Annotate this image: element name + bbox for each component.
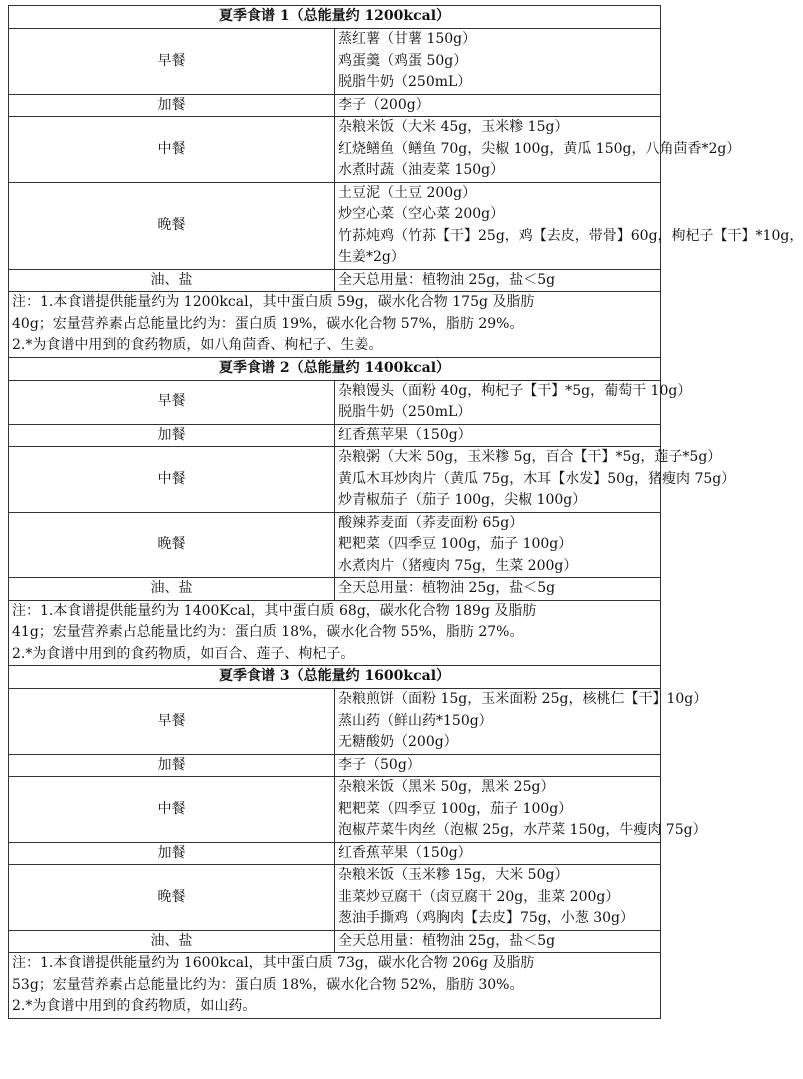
food-item: 杂粮煎饼（面粉 15g，玉米面粉 25g，核桃仁【干】10g）	[338, 691, 708, 707]
food-item: 全天总用量：植物油 25g，盐＜5g	[338, 271, 556, 288]
note-line: 41g；宏量营养素占总能量比约为：蛋白质 18%，碳水化合物 55%，脂肪 27%。	[12, 624, 524, 640]
menu-title-row	[9, 6, 661, 29]
meal-items	[335, 754, 661, 777]
food-item: 黄瓜木耳炒肉片（黄瓜 75g，木耳【水发】50g，猪瘦肉 75g）	[338, 470, 736, 487]
food-item: 红香蕉苹果（150g）	[338, 426, 472, 443]
meal-items	[335, 842, 661, 865]
meal-row	[9, 380, 661, 424]
meal-row	[9, 865, 661, 931]
meal-row	[9, 269, 661, 292]
meal-items	[335, 512, 661, 578]
meal-name: 油、盐	[9, 930, 335, 953]
note-line: 2.*为食谱中用到的食药物质，如八角茴香、枸杞子、生姜。	[12, 337, 383, 353]
menu-title-row	[9, 666, 661, 689]
food-item: 鸡蛋羹（鸡蛋 50g）	[338, 52, 468, 69]
meal-items	[335, 94, 661, 117]
food-item: 葱油手撕鸡（鸡胸肉【去皮】75g，小葱 30g）	[338, 910, 635, 926]
meal-items	[335, 689, 708, 755]
menu-notes	[9, 600, 661, 666]
meal-name: 加餐	[9, 842, 335, 865]
meal-name: 油、盐	[9, 578, 335, 601]
food-item: 蒸红薯（甘薯 150g）	[338, 31, 477, 47]
food-item: 脱脂牛奶（250mL）	[338, 404, 472, 420]
note-line: 2.*为食谱中用到的食药物质，如山药。	[12, 998, 257, 1014]
food-item: 泡椒芹菜牛肉丝（泡椒 25g，水芹菜 150g，牛瘦肉 75g）	[338, 822, 707, 838]
food-item: 李子（200g）	[338, 96, 430, 113]
meal-row	[9, 182, 661, 269]
meal-name: 加餐	[9, 94, 335, 117]
meal-row	[9, 29, 661, 95]
meal-name: 中餐	[9, 447, 335, 513]
meal-name: 中餐	[9, 777, 335, 843]
food-item: 酸辣荞麦面（荞麦面粉 65g）	[338, 514, 524, 531]
meal-row	[9, 689, 661, 755]
meal-name: 加餐	[9, 424, 335, 447]
food-item: 杂粮粥（大米 50g，玉米糁 5g，百合【干】*5g，莲子*5g）	[338, 449, 722, 465]
food-item: 杂粮米饭（黑米 50g，黑米 25g）	[338, 779, 555, 795]
meal-items	[335, 29, 661, 95]
menu-title: 夏季食谱 2（总能量约 1400kcal）	[9, 357, 661, 380]
meal-items	[335, 777, 707, 843]
meal-items	[335, 424, 661, 447]
food-item: 炒青椒茄子（茄子 100g，尖椒 100g）	[338, 492, 587, 508]
meal-name: 晚餐	[9, 865, 335, 931]
note-line: 注：1.本食谱提供能量约为 1400Kcal，其中蛋白质 68g，碳水化合物 189g 及脂肪	[12, 602, 537, 619]
food-item: 土豆泥（土豆 200g）	[338, 184, 477, 201]
food-item: 全天总用量：植物油 25g，盐＜5g	[338, 932, 556, 949]
food-item: 韭菜炒豆腐干（卤豆腐干 20g，韭菜 200g）	[338, 888, 620, 905]
meal-name: 油、盐	[9, 269, 335, 292]
menu-notes-row	[9, 600, 661, 666]
menu-notes	[9, 953, 661, 1019]
diet-menu-table	[8, 5, 803, 1019]
meal-row	[9, 578, 661, 601]
note-line: 40g；宏量营养素占总能量比约为：蛋白质 19%，碳水化合物 57%，脂肪 29%。	[12, 315, 524, 332]
meal-row	[9, 447, 661, 513]
menu-title: 夏季食谱 1（总能量约 1200kcal）	[9, 6, 661, 29]
meal-name: 晚餐	[9, 182, 335, 269]
note-line: 注：1.本食谱提供能量约为 1200kcal，其中蛋白质 59g，碳水化合物 175g 及脂肪	[12, 294, 535, 310]
menu-title: 夏季食谱 3（总能量约 1600kcal）	[9, 666, 661, 689]
meal-row	[9, 777, 661, 843]
meal-items	[335, 117, 741, 183]
menu-notes	[9, 292, 661, 358]
meal-row	[9, 842, 661, 865]
meal-name: 加餐	[9, 754, 335, 777]
meal-row	[9, 117, 661, 183]
food-item: 全天总用量：植物油 25g，盐＜5g	[338, 580, 556, 596]
meal-items	[335, 269, 661, 292]
meal-items	[335, 380, 692, 424]
meal-row	[9, 512, 661, 578]
note-line: 2.*为食谱中用到的食药物质，如百合、莲子、枸杞子。	[12, 645, 355, 662]
food-item: 竹荪炖鸡（竹荪【干】25g，鸡【去皮，带骨】60g，枸杞子【干】*10g，	[338, 227, 803, 244]
meal-name: 晚餐	[9, 512, 335, 578]
menu-notes-row	[9, 292, 661, 358]
meal-row	[9, 754, 661, 777]
meal-items	[335, 930, 661, 953]
meal-row	[9, 424, 661, 447]
note-line: 注：1.本食谱提供能量约为 1600kcal，其中蛋白质 73g，碳水化合物 206g 及脂肪	[12, 955, 535, 971]
food-item: 脱脂牛奶（250mL）	[338, 74, 472, 90]
meal-name: 早餐	[9, 689, 335, 755]
menu-notes-row	[9, 953, 661, 1019]
meal-name: 早餐	[9, 380, 335, 424]
food-item: 杂粮米饭（大米 45g，玉米糁 15g）	[338, 119, 569, 135]
food-item: 蒸山药（鲜山药*150g）	[338, 712, 493, 729]
meal-items	[335, 182, 803, 269]
food-item: 炒空心菜（空心菜 200g）	[338, 206, 505, 222]
food-item: 红香蕉苹果（150g）	[338, 844, 472, 861]
food-item: 水煮时蔬（油麦菜 150g）	[338, 162, 505, 178]
diet-menu-document	[8, 5, 803, 1019]
food-item: 杂粮馒头（面粉 40g，枸杞子【干】*5g，葡萄干 10g）	[338, 382, 692, 399]
food-item: 粑粑菜（四季豆 100g，茄子 100g）	[338, 800, 573, 817]
meal-name: 早餐	[9, 29, 335, 95]
food-item: 杂粮米饭（玉米糁 15g，大米 50g）	[338, 867, 569, 883]
food-item: 红烧鳝鱼（鳝鱼 70g，尖椒 100g，黄瓜 150g，八角茴香*2g）	[338, 140, 741, 157]
food-item: 生姜*2g）	[338, 249, 405, 265]
food-item: 李子（50g）	[338, 756, 421, 773]
meal-items	[335, 578, 661, 601]
note-line: 53g；宏量营养素占总能量比约为：蛋白质 18%，碳水化合物 52%，脂肪 30%。	[12, 976, 524, 993]
meal-items	[335, 865, 661, 931]
food-item: 无糖酸奶（200g）	[338, 734, 458, 750]
food-item: 水煮肉片（猪瘦肉 75g，生菜 200g）	[338, 557, 578, 574]
meal-row	[9, 930, 661, 953]
meal-name: 中餐	[9, 117, 335, 183]
meal-items	[335, 447, 736, 513]
meal-row	[9, 94, 661, 117]
menu-title-row	[9, 357, 661, 380]
food-item: 粑粑菜（四季豆 100g，茄子 100g）	[338, 536, 573, 552]
